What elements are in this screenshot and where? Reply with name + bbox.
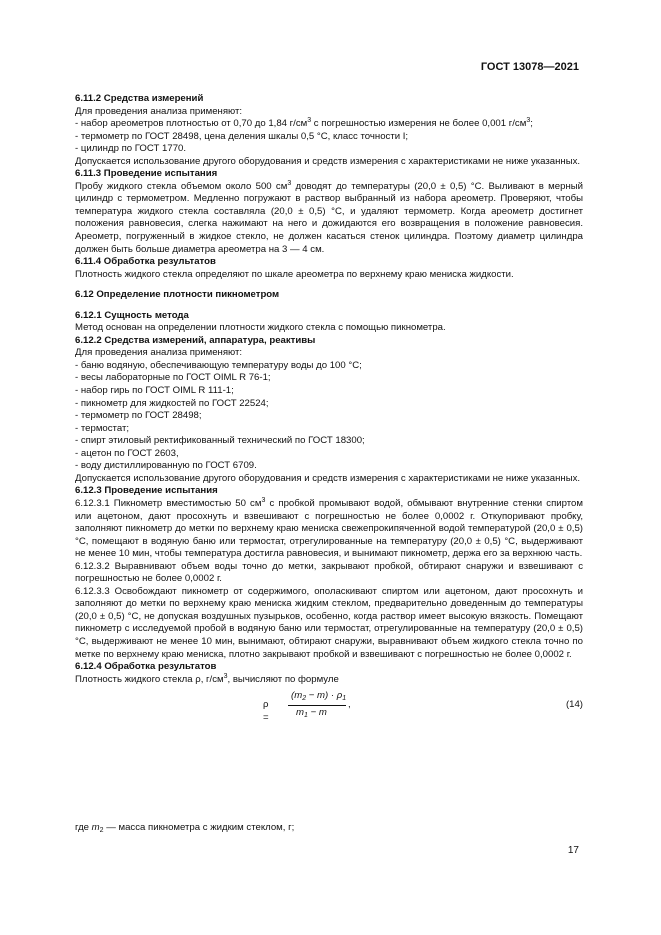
paragraph: - набор ареометров плотностью от 0,70 до 1,84 $г/см^3$ с погрешностью измерения не более 0,001 $г/см^3$; xyxy=(75,117,533,130)
document-body xyxy=(75,93,583,730)
section-heading: 6.12 Определение плотности пикнометром xyxy=(75,289,280,301)
formula-14 xyxy=(75,688,583,728)
paragraph: Для проведения анализа применяют: xyxy=(75,105,243,117)
paragraph: Плотность жидкого стекла определяют по шкале ареометра по верхнему краю мениска жидкости. xyxy=(75,268,514,280)
section-heading: 6.11.4 Обработка результатов xyxy=(75,256,216,268)
formula-explanation: где $m_2$ — масса пикнометра с жидким стеклом, г; xyxy=(75,822,295,834)
paragraph: - набор гирь по ГОСТ OIML R 111-1; xyxy=(75,385,234,397)
paragraph: - воду дистиллированную по ГОСТ 6709. xyxy=(75,460,257,472)
paragraph: - пикнометр для жидкостей по ГОСТ 22524; xyxy=(75,397,269,409)
paragraph: Пробу жидкого стекла объемом около 500 $см^3$ доводят до температуры (20,0 ± 0,5) °С. Выливают в мерный цилиндр с термометром. Медленно погружают в раствор выбранный из набора ареометр. Проверяют, чтобы температура жидкого стекла составляла (20,0 ± 0,5) °С, и удаляют термометр. Когда ареометр достигнет положения равновесия, слегка нажимают на него и дожидаются его возвращения в положение равновесия. Ареометр, погруженный в жидкое стекло, не должен касаться стенок цилиндра. Поэтому диаметр цилиндра должен быть больше диаметра ареометра на 3 — 4 см. xyxy=(75,179,583,255)
paragraph: - ацетон по ГОСТ 2603, xyxy=(75,447,179,459)
paragraph: 6.12.3.1 Пикнометр вместимостью 50 $см^3$ с пробкой промывают водой, обмывают внутренние стенки спиртом или ацетоном, дают просохнуть и взвешивают с погрешностью не более 0,0002 г. Откупоривают пробку, заполняют пикнометр до метки по верхнему краю мениска свежепрокипяченной водой температурой (20,0 ± 0,5) °С, помещают в водяную баню или термостат, отрегулированные на температуру (20,0 ± 0,5) °С, выдерживают не менее 10 мин, чтобы температура достигла равновесия, и вынимают пикнометр, держа его за верхнюю часть. xyxy=(75,496,583,560)
document-code: ГОСТ 13078—2021 xyxy=(480,61,579,73)
paragraph: 6.12.3.2 Выравнивают объем воды точно до метки, закрывают пробкой, обтирают снаружи и взвешивают с погрешностью не более 0,0002 г. xyxy=(75,560,583,585)
paragraph: - термометр по ГОСТ 28498, цена деления шкалы 0,5 °С, класс точности I; xyxy=(75,130,409,142)
formula-denominator: $m_1 - m$ xyxy=(296,707,327,720)
fraction-bar xyxy=(288,705,346,706)
paragraph: - весы лабораторные по ГОСТ OIML R 76-1; xyxy=(75,372,271,384)
paragraph: Плотность жидкого стекла ρ, $г/см^3$, вычисляют по формуле xyxy=(75,672,339,685)
paragraph: Допускается использование другого оборудования и средств измерения с характеристиками не ниже указанных. xyxy=(75,155,581,167)
paragraph: - баню водяную, обеспечивающую температуру воды до 100 °С; xyxy=(75,359,362,371)
section-heading: 6.12.1 Сущность метода xyxy=(75,309,189,321)
paragraph: - термостат; xyxy=(75,422,130,434)
paragraph: 6.12.3.3 Освобождают пикнометр от содержимого, ополаскивают спиртом или ацетоном, дают просохнуть и заполняют до метки по верхнему краю мениска жидким стеклом, предварительно доведенным до температуры (20,0 ± 0,5) °С, не допуская воздушных пузырьков, особенно, когда раствор имеет высокую вязкость. Помещают пикнометр с исследуемой пробой в водяную баню или термостат, отрегулированные на температуру (20,0 ± 0,5)°С, выдерживают не менее 10 мин, вынимают, обтирают снаружи, выравнивают объем жидкого стекла точно по метке по верхнему краю мениска, плотно закрывают пробкой и взвешивают с погрешностью не более 0,0002 г. xyxy=(75,585,583,660)
section-heading: 6.11.2 Средства измерений xyxy=(75,93,204,104)
section-heading: 6.12.3 Проведение испытания xyxy=(75,485,218,497)
formula-lhs: ρ = xyxy=(263,699,269,723)
formula-comma: , xyxy=(348,699,351,711)
paragraph: Для проведения анализа применяют: xyxy=(75,347,243,359)
formula-numerator: $(m_2 - m) \cdot \rho_1$ xyxy=(291,690,347,703)
paragraph: - термометр по ГОСТ 28498; xyxy=(75,410,202,422)
paragraph: Метод основан на определении плотности жидкого стекла с помощью пикнометра. xyxy=(75,322,446,334)
section-heading: 6.12.2 Средства измерений, аппаратура, реактивы xyxy=(75,334,316,346)
formula-number: (14) xyxy=(565,699,583,711)
paragraph: - спирт этиловый ректификованный технический по ГОСТ 18300; xyxy=(75,435,365,447)
section-heading: 6.12.4 Обработка результатов xyxy=(75,661,217,673)
paragraph: Допускается использование другого оборудования и средств измерения с характеристиками не ниже указанных. xyxy=(75,472,581,484)
page-number: 17 xyxy=(567,845,579,856)
section-heading: 6.11.3 Проведение испытания xyxy=(75,168,218,180)
paragraph: - цилиндр по ГОСТ 1770. xyxy=(75,143,187,155)
